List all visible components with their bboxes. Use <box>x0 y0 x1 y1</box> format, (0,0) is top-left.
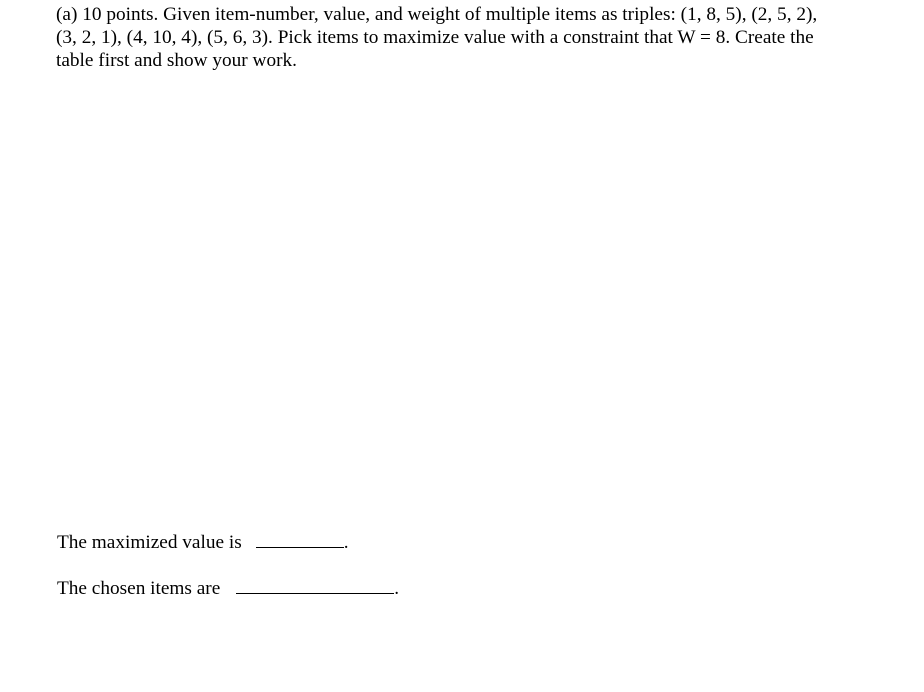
chosen-items-answer-row <box>57 576 399 600</box>
chosen-items-period: . <box>394 578 400 599</box>
max-value-period: . <box>343 532 349 553</box>
question-text <box>56 3 856 72</box>
max-value-label: The maximized value is <box>57 532 242 553</box>
question-line-2: (3, 2, 1), (4, 10, 4), (5, 6, 3). Pick items to maximize value with a constraint that W = 8. Create the <box>56 27 814 48</box>
chosen-items-blank[interactable] <box>236 576 394 594</box>
max-value-answer-row <box>57 530 349 554</box>
chosen-items-label: The chosen items are <box>57 578 221 599</box>
question-line-3: table first and show your work. <box>56 50 297 71</box>
question-line-1: (a) 10 points. Given item-number, value, and weight of multiple items as triples: (1, 8, 5), (2, 5, 2), <box>56 4 818 25</box>
max-value-blank[interactable] <box>256 530 344 548</box>
